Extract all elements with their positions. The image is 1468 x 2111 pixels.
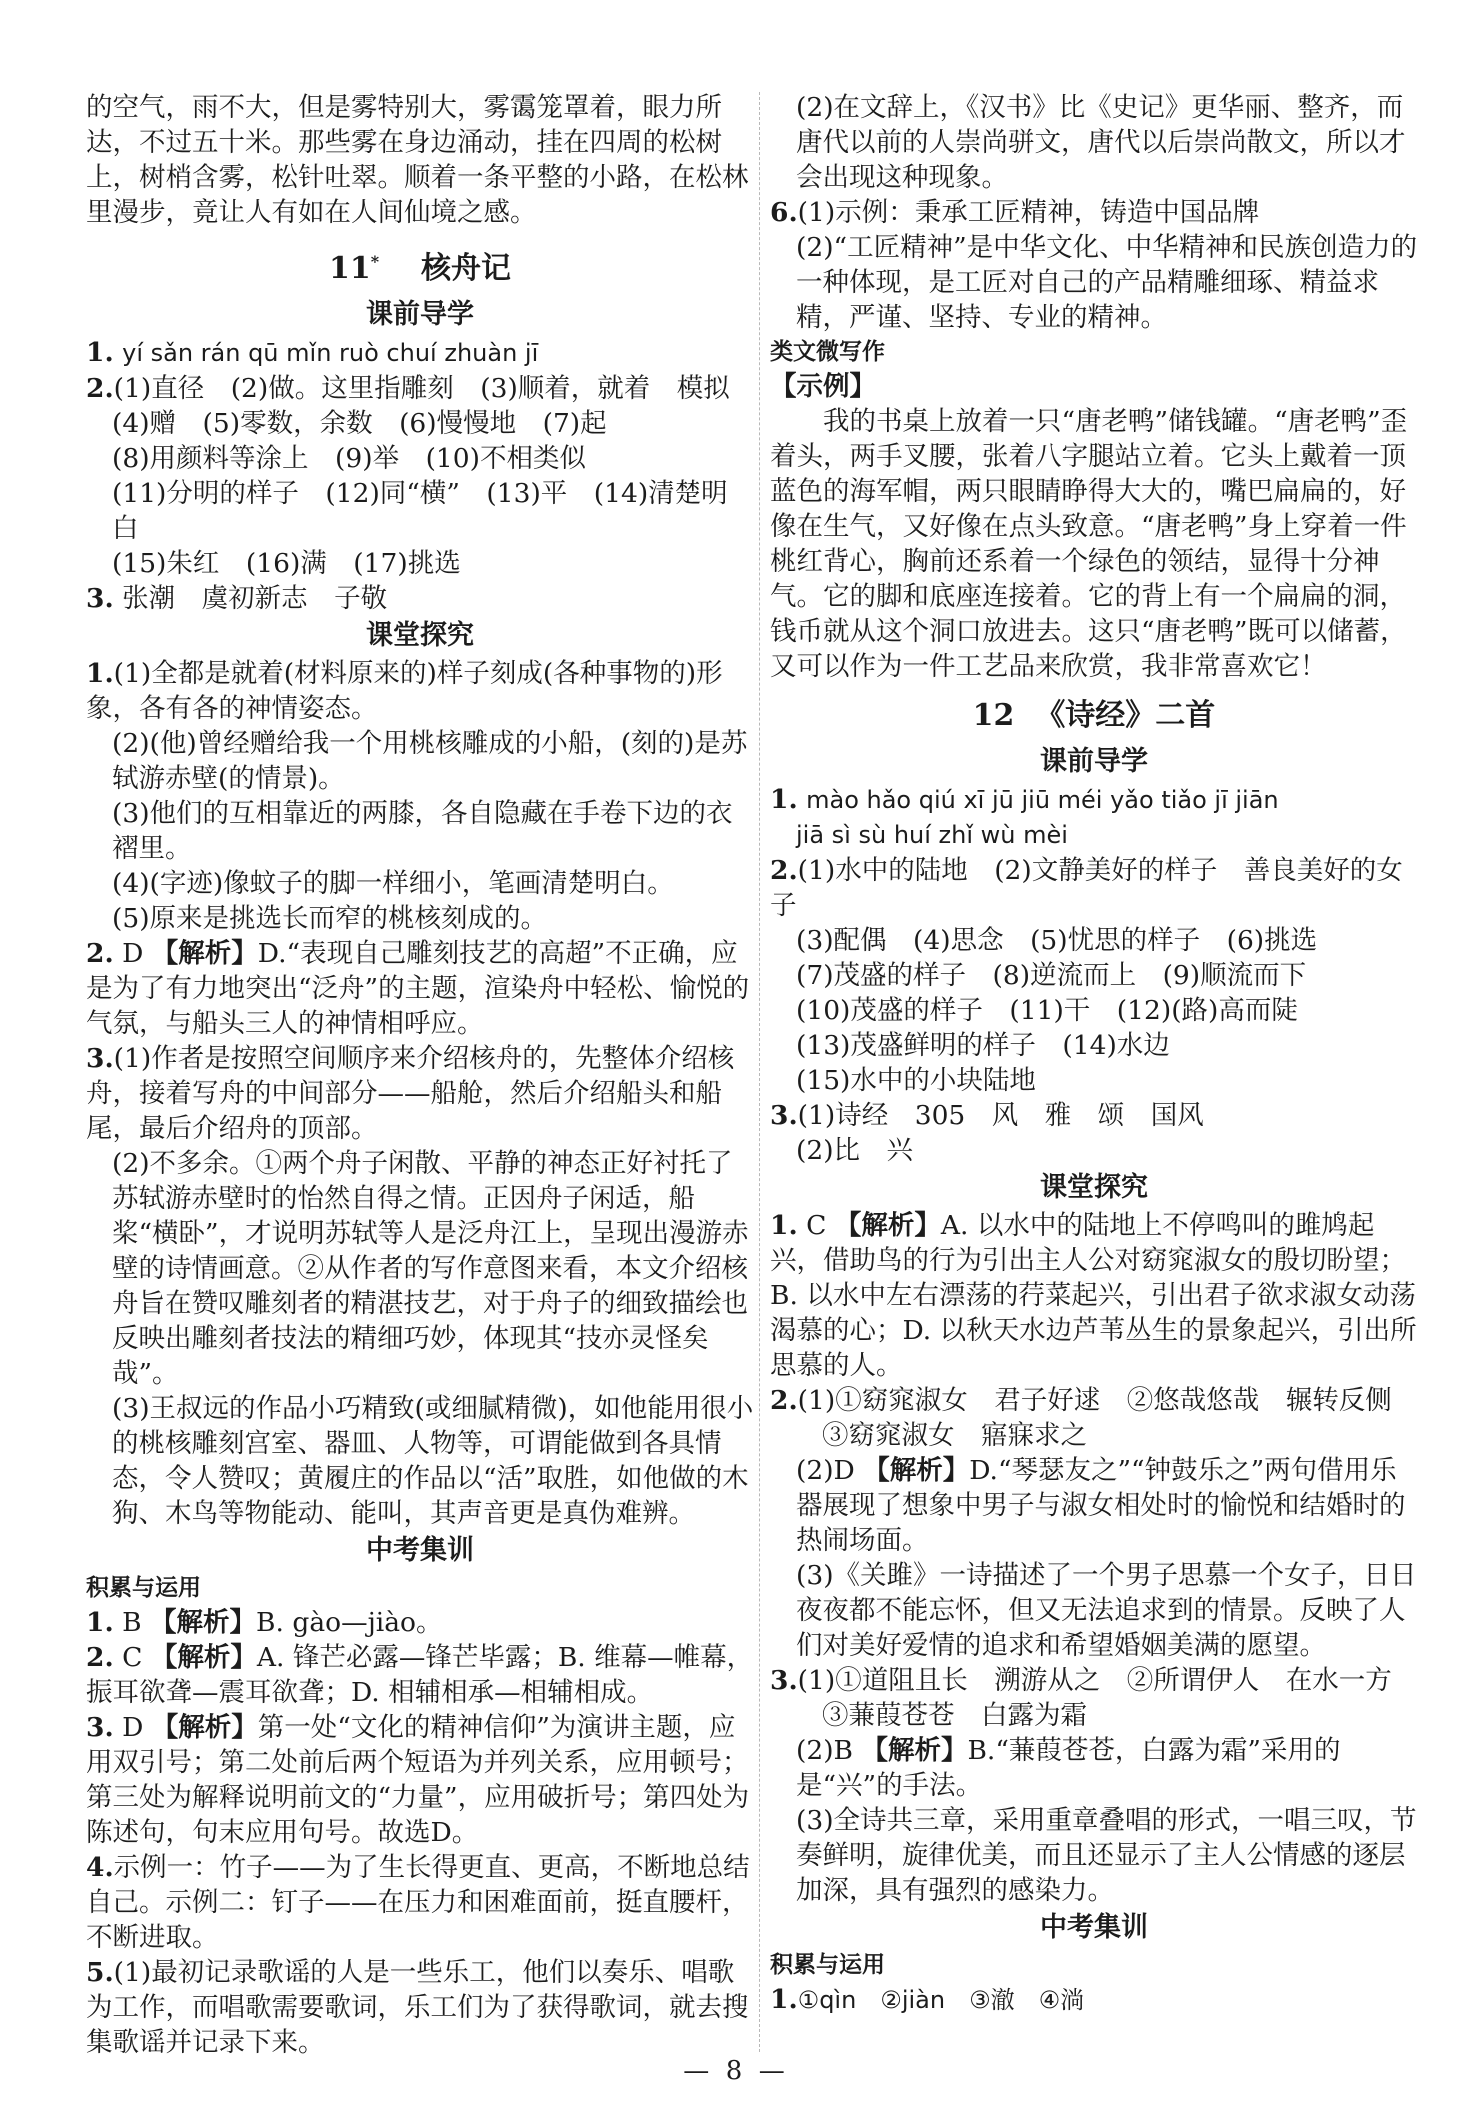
question-number: 1. [770,1984,798,2015]
answer-line: (1)①道阻且长 溯游从之 ②所谓伊人 在水一方 [797,1665,1392,1696]
answer-line: (5)原来是挑选长而窄的桃核刻成的。 [112,903,548,934]
analysis-tag: 【解析】 [150,1642,257,1673]
answer-line: (8)用颜料等涂上 (9)举 (10)不相类似 [112,443,586,474]
question-number: 3. [86,1043,114,1074]
answer-text: (1)示例：秉承工匠精神，铸造中国品牌 [797,197,1260,228]
answer-line: (3)他们的互相靠近的两膝，各自隐藏在手卷下边的衣褶里。 [112,798,733,864]
choice-answer: (2)B [796,1735,854,1766]
question [86,335,754,371]
answer-line: (2)比 兴 [796,1135,914,1166]
question-number: 3. [86,1712,114,1743]
answer-line: (3)配偶 (4)思念 (5)忧思的样子 (6)挑选 [796,925,1318,956]
left-column [86,90,754,2060]
answer-line: (10)茂盛的样子 (11)干 (12)(路)高而陡 [796,995,1298,1026]
section-heading: 中考集训 [366,1535,474,1566]
subsection-heading: 积累与运用 [770,1951,885,1978]
question-number: 4. [86,1852,114,1883]
section-heading: 课前导学 [366,299,474,330]
answer-line: (3)王叔远的作品小巧精致(或细腻精微)，如他能用很小的桃核雕刻宫室、器皿、人物等，可谓能做到各具情态，令人赞叹；黄履庄的作品以“活”取胜，如他做的木狗、木鸟等物能动、能叫，其声音更是真伪难辨。 [112,1393,754,1529]
lesson-12-heading [770,696,1418,736]
section-heading: 课堂探究 [1040,1172,1148,1203]
answer-line: (3)全诗共三章，采用重章叠唱的形式，一唱三叹，节奏鲜明，旋律优美，而且还显示了主人公情感的逐层加深，具有强烈的感染力。 [796,1805,1417,1906]
lesson-star: * [370,252,380,271]
lesson-number: 12 [972,698,1015,733]
question [770,1663,1418,1698]
question-number: 2. [86,938,114,969]
answer-line: (1)水中的陆地 (2)文静美好的样子 善良美好的女子 [770,855,1403,921]
subsection-heading: 积累与运用 [86,1574,201,1601]
choice-answer: C [122,1642,143,1673]
question-number: 3. [770,1665,798,1696]
question-number: 6. [770,197,798,228]
answer-line: (15)朱红 (16)满 (17)挑选 [112,548,461,579]
answer-line: ①qìn ②jiàn ③澈 ④淌 [797,1986,1085,2014]
pinyin-answers: mào hǎo qiú xī jū jiū méi yǎo tiǎo jī jiān [806,786,1279,814]
lesson-11-heading [86,242,754,289]
choice-answer: D [122,1712,144,1743]
question-number: 2. [770,855,798,886]
answer-text: 示例一：竹子——为了生长得更直、更高，不断地总结自己。示例二：钉子——在压力和困难面前，挺直腰杆，不断进取。 [86,1852,750,1953]
analysis-tag: 【解析】 [861,1735,968,1766]
example-tag: 【示例】 [770,371,876,402]
answer-text: (1)最初记录歌谣的人是一些乐工，他们以奏乐、唱歌为工作，而唱歌需要歌词，乐工们为了获得歌词，就去搜集歌谣并记录下来。 [86,1957,749,2058]
answer-line: (15)水中的小块陆地 [796,1065,1036,1096]
question [86,936,754,1041]
question [86,1955,754,2060]
question [770,853,1418,923]
choice-answer: D [122,938,144,969]
analysis-tag: 【解析】 [151,938,258,969]
pinyin-answers: yí sǎn rán qū mǐn ruò chuí zhuàn jī [122,339,539,367]
question [770,782,1418,818]
choice-answer: B [122,1607,142,1638]
answer-line: (2)在文辞上，《汉书》比《史记》更华丽、整齐，而唐代以前的人崇尚骈文，唐代以后崇尚散文，所以才会出现这种现象。 [796,92,1406,193]
example-paragraph: 我的书桌上放着一只“唐老鸭”储钱罐。“唐老鸭”歪着头，两手叉腰，张着八字腿站立着。它头上戴着一顶蓝色的海军帽，两只眼睛睁得大大的，嘴巴扁扁的，好像在生气，又好像在点头致意。“唐老鸭”身上穿着一件桃红背心，胸前还系着一个绿色的领结，显得十分神气。它的脚和底座连接着。它的背上有一个扁扁的洞，钱币就从这个洞口放进去。这只“唐老鸭”既可以储蓄，又可以作为一件工艺品来欣赏，我非常喜欢它！ [770,406,1408,682]
page-number-footer: — 8 — [683,2056,785,2086]
answer-line: (1)直径 (2)做。这里指雕刻 (3)顺着，就着 模拟 [113,373,730,404]
page-number: 8 [725,2056,743,2086]
answer-line: ③窈窕淑女 寤寐求之 [822,1420,1087,1451]
question [770,1982,1418,2018]
question [86,371,754,406]
answer-text: (1)作者是按照空间顺序来介绍核舟的，先整体介绍核舟，接着写舟的中间部分——船舱，然后介绍船头和船尾，最后介绍舟的顶部。 [86,1043,735,1144]
analysis-text: B.“蒹葭苍苍，白露为霜”采用的是“兴”的手法。 [796,1735,1341,1801]
answer-line: (3)《关雎》一诗描述了一个男子思慕一个女子，日日夜夜都不能忘怀，但又无法追求到的情景。反映了人们对美好爱情的追求和希望婚姻美满的愿望。 [796,1560,1417,1661]
analysis-tag: 【解析】 [834,1210,941,1241]
analysis-text: D.“表现自己雕刻技艺的高超”不正确，应是为了有力地突出“泛舟”的主题，渲染舟中轻松、愉悦的气氛，与船头三人的神情相呼应。 [86,938,750,1039]
analysis-text: D.“琴瑟友之”“钟鼓乐之”两句借用乐器展现了想象中男子与淑女相处时的愉悦和结婚时的热闹场面。 [796,1455,1406,1556]
question-number: 1. [770,1210,798,1241]
question-number: 3. [86,583,114,614]
question-number: 2. [770,1385,798,1416]
answer-line: (13)茂盛鲜明的样子 (14)水边 [796,1030,1170,1061]
question-number: 1. [86,658,114,689]
answer-line: (2)(他)曾经赠给我一个用桃核雕成的小船，(刻的)是苏轼游赤壁(的情景)。 [112,728,748,794]
section-heading: 中考集训 [1040,1912,1148,1943]
intro-paragraph: 的空气，雨不大，但是雾特别大，雾霭笼罩着，眼力所达，不过五十米。那些雾在身边涌动，挂在四周的松树上，树梢含雾，松针吐翠。顺着一条平整的小路，在松林里漫步，竟让人有如在人间仙境之感。 [86,92,749,228]
question [86,1041,754,1146]
answer-line: ③蒹葭苍苍 白露为霜 [822,1700,1087,1731]
answer-line: (7)茂盛的样子 (8)逆流而上 (9)顺流而下 [796,960,1307,991]
answer-line: (4)(字迹)像蚊子的脚一样细小，笔画清楚明白。 [112,868,674,899]
question [86,656,754,726]
question [86,1605,754,1640]
answer-line: (1)诗经 305 风 雅 颂 国风 [797,1100,1204,1131]
answer-line: (2)“工匠精神”是中华文化、中华精神和民族创造力的一种体现，是工匠对自己的产品精雕细琢、精益求精，严谨、坚持、专业的精神。 [796,232,1418,333]
choice-answer: (2)D [796,1455,855,1486]
answer-line [770,1453,1418,1558]
analysis-text: B. gào—jiào。 [256,1607,443,1638]
pinyin-answers: jiā sì sù huí zhǐ wù mèi [796,821,1068,849]
question [86,1710,754,1850]
lesson-number: 11 [329,251,371,286]
section-heading: 课堂探究 [366,620,474,651]
answer-line: (11)分明的样子 (12)同“横” (13)平 (14)清楚明白 [112,478,728,544]
column-divider [759,92,760,2052]
question-number: 1. [770,784,798,815]
answer-line: (2)不多余。①两个舟子闲散、平静的神态正好衬托了苏轼游赤壁时的怡然自得之情。正因舟子闲适，船桨“横卧”，才说明苏轼等人是泛舟江上，呈现出漫游赤壁的诗情画意。②从作者的写作意图来看，本文介绍核舟旨在赞叹雕刻者的精湛技艺，对于舟子的细致描绘也反映出雕刻者技法的精细巧妙，体现其“技亦灵怪矣哉”。 [112,1148,749,1389]
analysis-text: 第一处“文化的精神信仰”为演讲主题，应用双引号；第二处前后两个短语为并列关系，应用顿号；第三处为解释说明前文的“力量”，应用破折号；第四处为陈述句，句末应用句号。故选D。 [86,1712,750,1848]
answer-text: (1)全都是就着(材料原来的)样子刻成(各种事物的)形象，各有各的神情姿态。 [86,658,723,724]
question-number: 3. [770,1100,798,1131]
question [86,581,754,616]
analysis-text: A. 以水中的陆地上不停鸣叫的雎鸠起兴，借助鸟的行为引出主人公对窈窕淑女的殷切盼望；B. 以水中左右漂荡的荇菜起兴，引出君子欲求淑女动荡渴慕的心；D. 以秋天水边芦苇丛生的景象起兴，引出所思慕的人。 [770,1210,1417,1381]
choice-answer: C [806,1210,827,1241]
answer-line: (1)①窈窕淑女 君子好逑 ②悠哉悠哉 辗转反侧 [797,1385,1392,1416]
question-number: 1. [86,337,114,368]
question-number: 1. [86,1607,114,1638]
subsection-heading: 类文微写作 [770,338,885,365]
question-number: 5. [86,1957,114,1988]
question [770,195,1418,230]
answer-line: (4)赠 (5)零数，余数 (6)慢慢地 (7)起 [112,408,607,439]
question [86,1640,754,1710]
lesson-title: 核舟记 [420,251,511,286]
question [770,1208,1418,1383]
analysis-text: A. 锋芒必露—锋芒毕露；B. 维幕—帷幕，振耳欲聋—震耳欲聋；D. 相辅相承—相辅相成。 [86,1642,754,1708]
question-number: 2. [86,1642,114,1673]
question-number: 2. [86,373,114,404]
question [86,1850,754,1955]
analysis-tag: 【解析】 [151,1712,258,1743]
analysis-tag: 【解析】 [863,1455,970,1486]
question [770,1383,1418,1418]
answer-line [770,1733,1418,1803]
analysis-tag: 【解析】 [150,1607,257,1638]
lesson-title: 《诗经》二首 [1035,698,1216,733]
question [770,1098,1418,1133]
answer-line: 张潮 虞初新志 子敬 [122,583,388,614]
right-column [770,90,1418,2018]
section-heading: 课前导学 [1040,746,1148,777]
